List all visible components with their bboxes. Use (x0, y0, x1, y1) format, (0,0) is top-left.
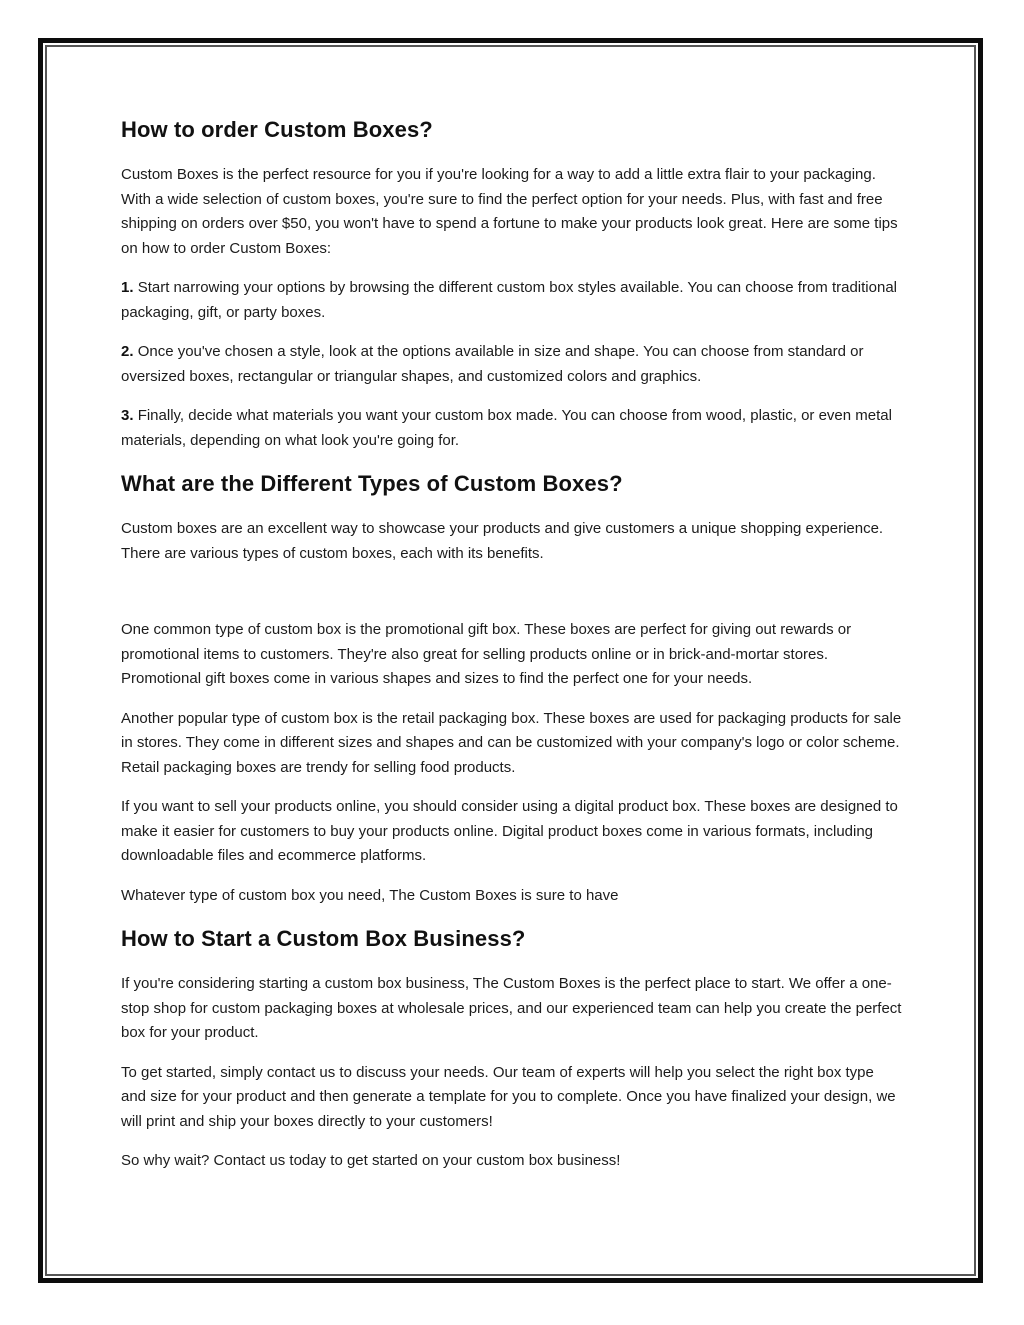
document-content (47, 47, 974, 1274)
types-paragraph-4: If you want to sell your products online, you should consider using a digital product box. These boxes are designed to make it easier for customers to buy your products online. Digital product boxes come in various formats, including downloadable files and ecommerce platforms. (121, 798, 898, 864)
business-paragraph-1: If you're considering starting a custom box business, The Custom Boxes is the perfect place to start. We offer a one-stop shop for custom packaging boxes at wholesale prices, and our experienced team can help you create the perfect box for your product. (121, 975, 902, 1041)
step-3-text: Finally, decide what materials you want your custom box made. You can choose from wood, plastic, or even metal materials, depending on what look you're going for. (121, 407, 892, 449)
types-paragraph-3: Another popular type of custom box is the retail packaging box. These boxes are used for packaging products for sale in stores. They come in different sizes and shapes and can be customized with your company's logo or color scheme. Retail packaging boxes are trendy for selling food products. (121, 709, 902, 776)
business-paragraph-3: So why wait? Contact us today to get started on your custom box business! (121, 1152, 621, 1169)
step-1 (121, 276, 902, 325)
step-3 (121, 404, 902, 453)
step-2 (121, 340, 902, 389)
types-paragraph-5: Whatever type of custom box you need, The Custom Boxes is sure to have (121, 886, 619, 904)
page-border-inner (45, 45, 976, 1276)
types-paragraph-2: One common type of custom box is the promotional gift box. These boxes are perfect for giving out rewards or promotional items to customers. They're also great for selling products online or in brick-and-mortar stores. Promotional gift boxes come in various shapes and sizes to find the perfect one for your needs. (121, 621, 852, 687)
step-1-text: Start narrowing your options by browsing the different custom box styles available. You can choose from traditional packaging, gift, or party boxes. (121, 279, 897, 321)
step-2-text: Once you've chosen a style, look at the options available in size and shape. You can choose from standard or oversized boxes, rectangular or triangular shapes, and customized colors and graphics. (121, 343, 864, 385)
types-paragraph-1: Custom boxes are an excellent way to showcase your products and give customers a unique shopping experience. There are various types of custom boxes, each with its benefits. (121, 520, 884, 562)
heading-how-to-order-custom-boxes: How to order Custom Boxes? (121, 117, 433, 142)
page-border (38, 38, 983, 1283)
step-2-number: 2. (121, 343, 134, 360)
step-3-number: 3. (121, 407, 134, 424)
step-1-number: 1. (121, 279, 134, 296)
intro-paragraph: Custom Boxes is the perfect resource for you if you're looking for a way to add a little extra flair to your packaging. With a wide selection of custom boxes, you're sure to find the perfect option for your needs. Plus, with fast and free shipping on orders over $50, you won't have to spend a fortune to make your products look great. Here are some tips on how to order Custom Boxes: (121, 166, 898, 257)
business-paragraph-2: To get started, simply contact us to discuss your needs. Our team of experts will help you select the right box type and size for your product and then generate a template for you to complete. Once you have finalized your design, we will print and ship your boxes directly to your customers! (121, 1063, 896, 1130)
heading-different-types-of-custom-boxes: What are the Different Types of Custom Boxes? (121, 471, 623, 496)
heading-start-custom-box-business: How to Start a Custom Box Business? (121, 926, 526, 951)
